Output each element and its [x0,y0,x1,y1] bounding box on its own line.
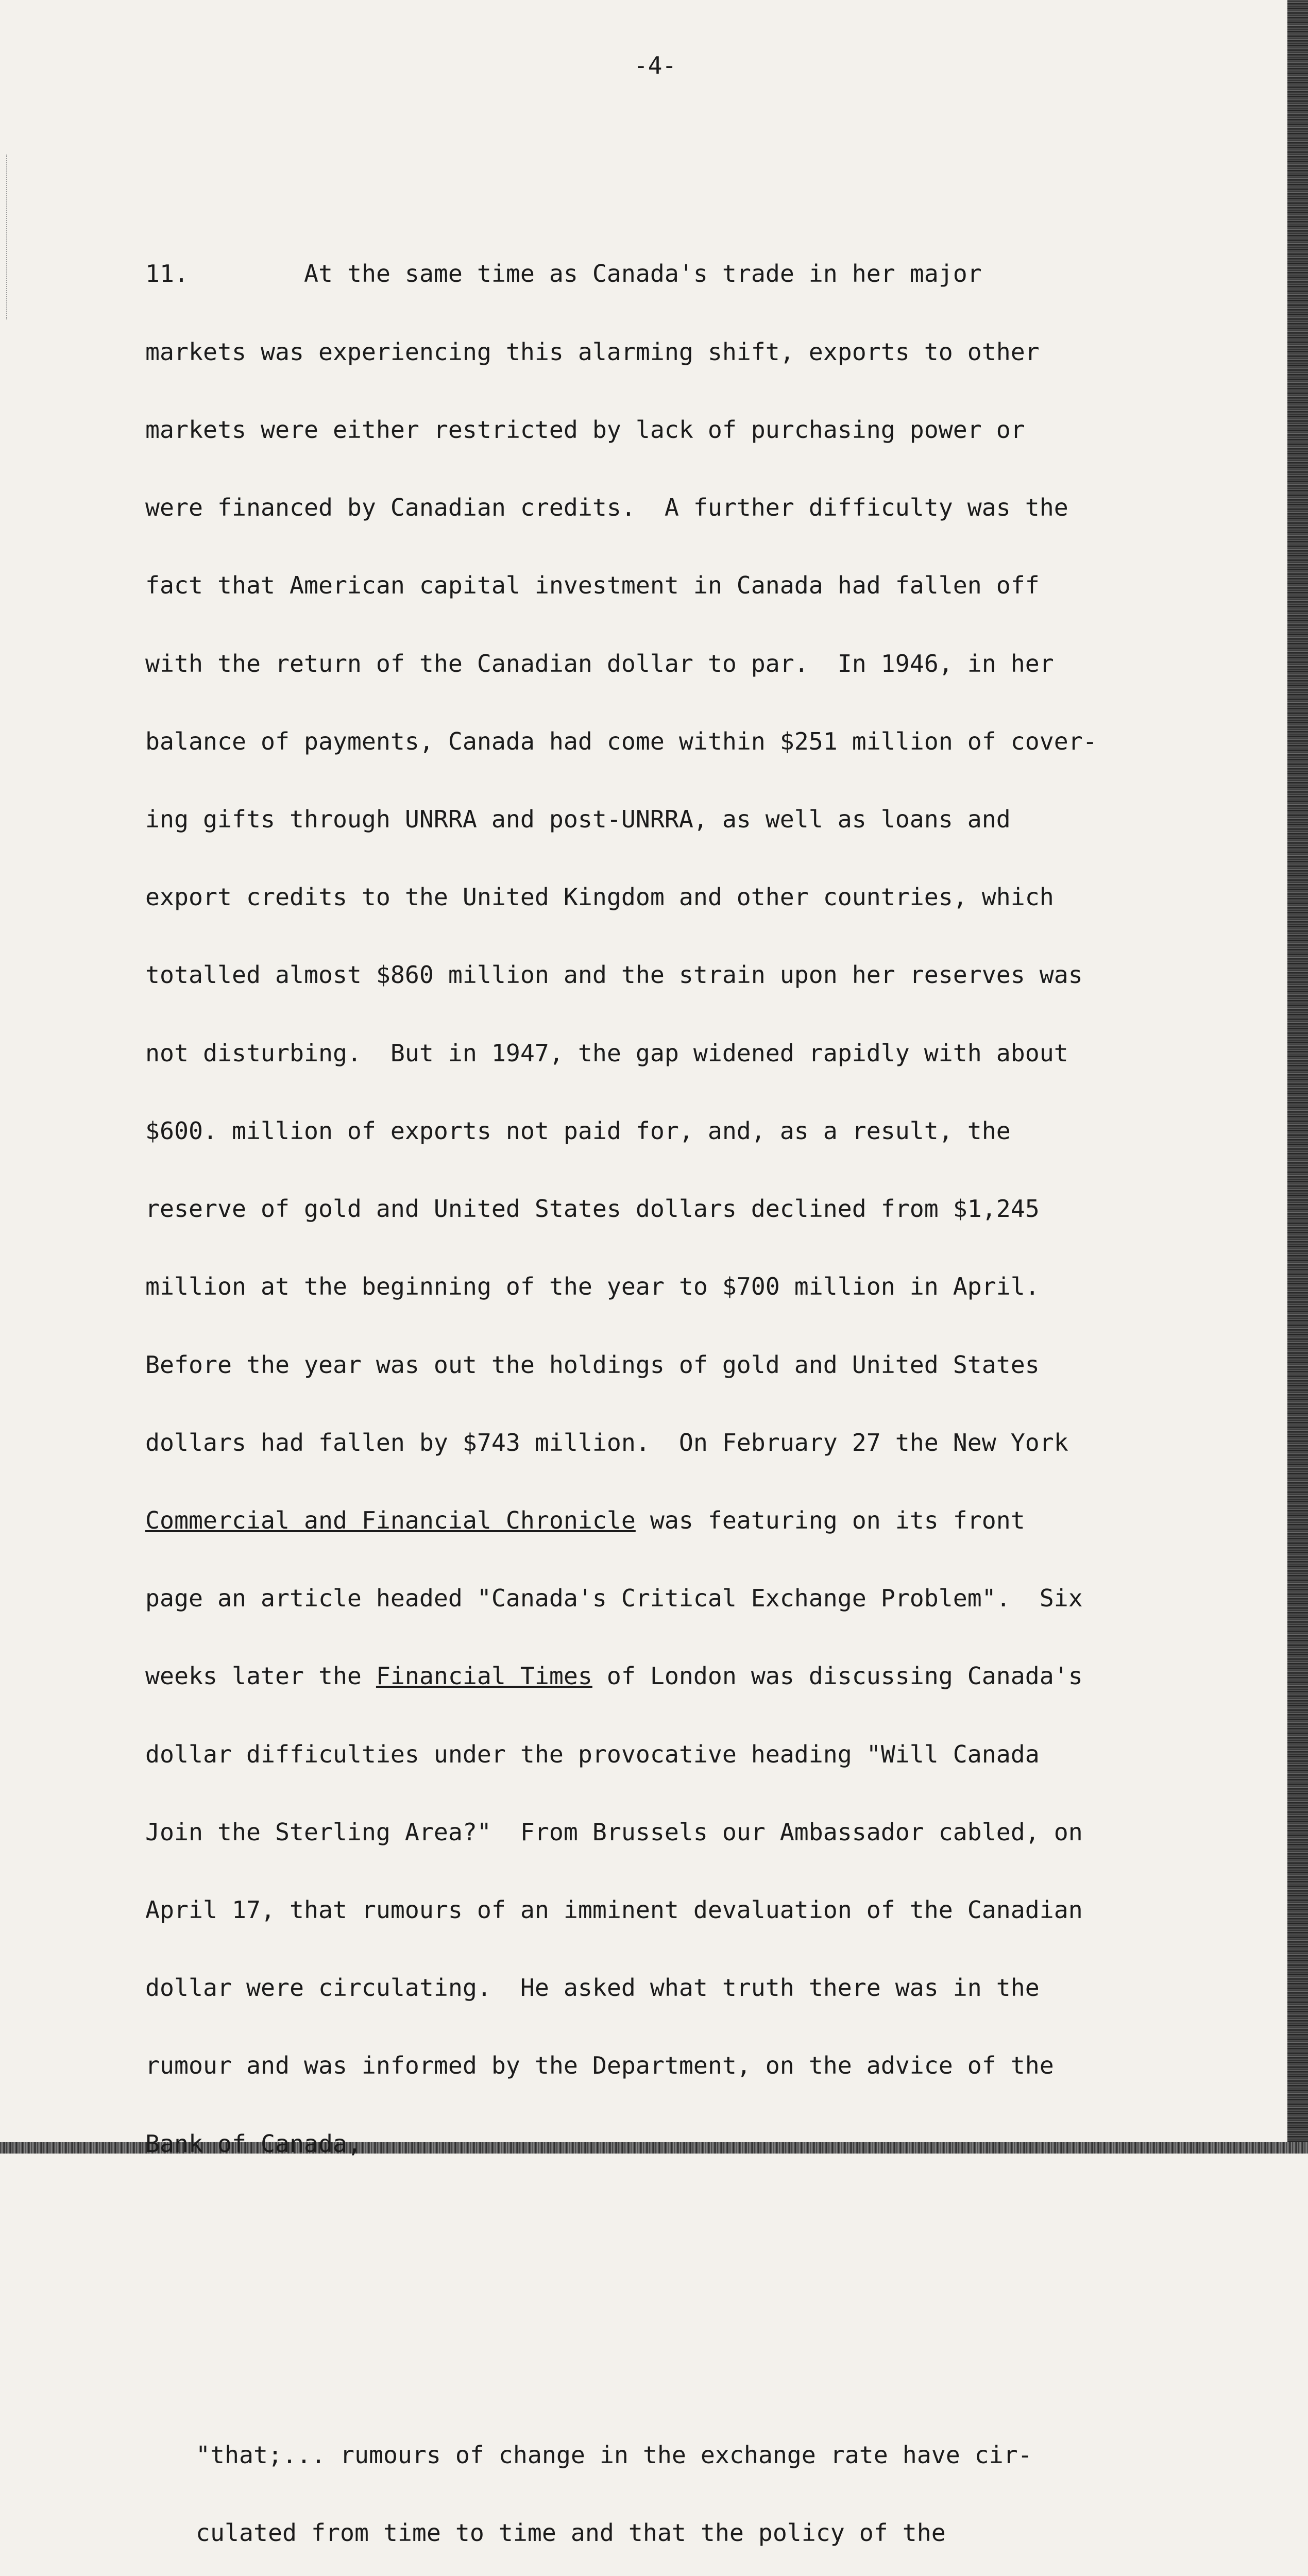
paragraph-line: fact that American capital investment in Canada had fallen off [145,571,1040,600]
paragraph-line: Before the year was out the holdings of gold and United States [145,1350,1040,1379]
paragraph-line: with the return of the Canadian dollar to par. In 1946, in her [145,649,1054,677]
scan-margin-marks [6,155,21,319]
quote-line: culated from time to time and that the policy of the [196,2519,946,2547]
paragraph-line: Join the Sterling Area?" From Brussels our Ambassador cabled, on [145,1818,1083,1846]
line-fragment: of London was discussing Canada's [592,1662,1083,1690]
publication-title-financial-times: Financial Times [376,1662,592,1690]
body-text [145,105,1201,2576]
paragraph-line: totalled almost $860 million and the strain upon her reserves was [145,961,1083,989]
paragraph-line: rumour and was informed by the Department, on the advice of the [145,2052,1054,2080]
publication-title-chronicle: Commercial and Financial Chronicle [145,1506,636,1534]
line-fragment: was featuring on its front [635,1506,1025,1534]
line-fragment: weeks later the [145,1662,376,1690]
paragraph-line: page an article headed "Canada's Critical Exchange Problem". Six [145,1584,1083,1613]
paragraph-line [145,1663,1201,1689]
paragraph-line: reserve of gold and United States dollars declined from $1,245 [145,1195,1040,1223]
paragraph-line: Bank of Canada, [145,2129,362,2158]
paragraph-line: not disturbing. But in 1947, the gap widened rapidly with about [145,1039,1068,1067]
paragraph-line: dollar difficulties under the provocative heading "Will Canada [145,1740,1040,1768]
paragraph-11 [145,209,1201,2209]
paragraph-line: markets was experiencing this alarming shift, exports to other [145,337,1040,366]
paragraph-line [145,1507,1201,1533]
spacer [145,2286,1201,2312]
paragraph-line: markets were either restricted by lack of purchasing power or [145,415,1025,444]
paragraph-line: export credits to the United Kingdom and other countries, which [145,883,1054,911]
paragraph-line: dollars had fallen by $743 million. On February 27 the New York [145,1428,1068,1456]
paragraph-line: $600. million of exports not paid for, and, as a result, the [145,1116,1011,1145]
paragraph-number: 11. [145,260,189,288]
page-number: -4- [634,52,677,79]
binding-edge [1287,0,1308,2154]
paragraph-line: million at the beginning of the year to $700 million in April. [145,1273,1040,1301]
paragraph-line: April 17, that rumours of an imminent devaluation of the Canadian [145,1896,1083,1924]
paragraph-line: were financed by Canadian credits. A further difficulty was the [145,494,1068,522]
block-quote-exchange-rate [145,2390,1201,2576]
quote-line: "that;... rumours of change in the exchange rate have cir- [196,2441,1032,2469]
paragraph-line: At the same time as Canada's trade in her major [303,260,982,288]
paragraph-line: ing gifts through UNRRA and post-UNRRA, as well as loans and [145,805,1011,833]
paragraph-first-line [145,261,1201,286]
paragraph-line: balance of payments, Canada had come within $251 million of cover- [145,727,1097,755]
paragraph-line: dollar were circulating. He asked what truth there was in the [145,1974,1040,2002]
